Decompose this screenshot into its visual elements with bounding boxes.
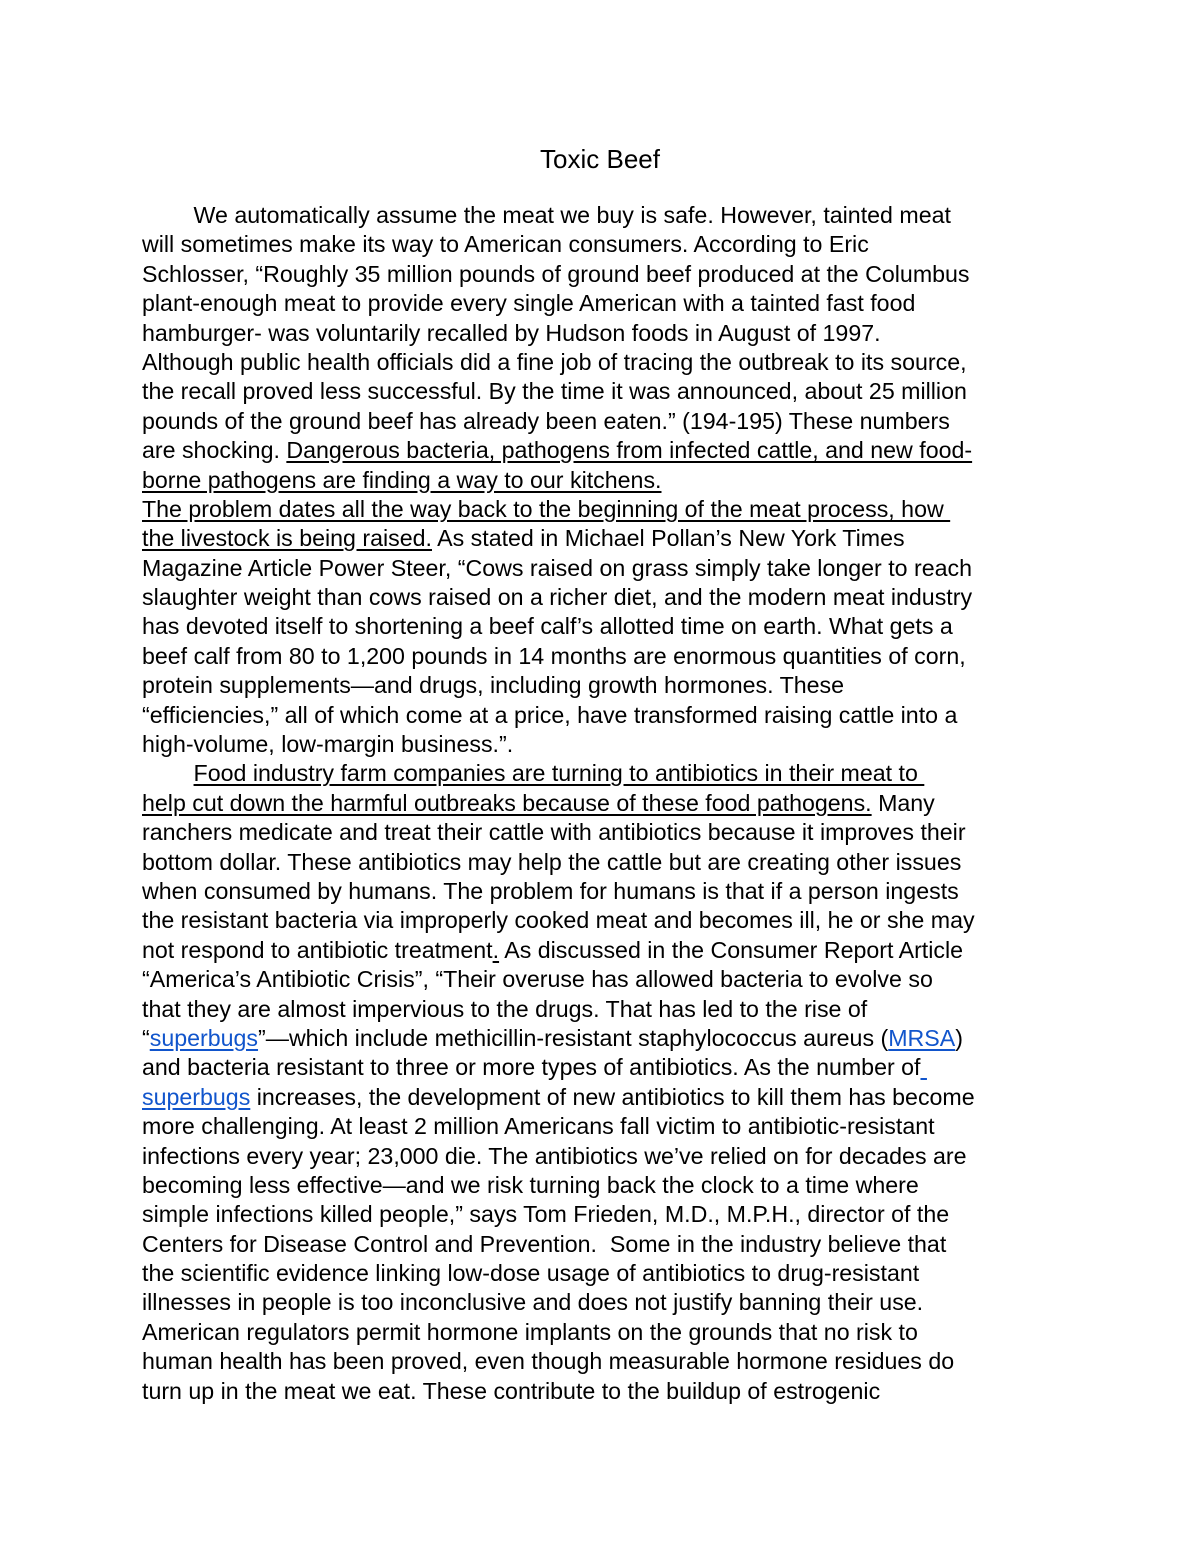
text-segment: Magazine Article Power Steer, “Cows raised on grass simply take longer to reach — [142, 554, 972, 581]
text-segment: turn up in the meat we eat. These contribute to the buildup of estrogenic — [142, 1377, 881, 1404]
text-line — [142, 730, 1062, 759]
text-line — [142, 1200, 1062, 1229]
hyperlink[interactable]: superbugs — [149, 1024, 259, 1051]
text-line — [142, 230, 1062, 259]
hyperlink[interactable]: superbugs — [142, 1083, 251, 1110]
text-segment: are shocking. — [142, 437, 287, 464]
text-line — [142, 1318, 1062, 1347]
text-line — [142, 848, 1062, 877]
text-segment: more challenging. At least 2 million Americans fall victim to antibiotic-resistant — [142, 1113, 935, 1140]
text-segment: protein supplements—and drugs, including growth hormones. These — [142, 672, 845, 699]
underlined-text: borne pathogens are finding a way to our kitchens. — [142, 466, 662, 493]
text-line — [142, 1083, 1062, 1112]
essay-body — [142, 201, 1062, 1406]
text-segment: “ — [142, 1024, 150, 1051]
underlined-text: Dangerous bacteria, pathogens from infected cattle, and new food- — [286, 437, 973, 464]
text-line — [142, 965, 1062, 994]
text-segment: has devoted itself to shortening a beef calf’s allotted time on earth. What gets a — [142, 613, 953, 640]
text-segment: plant-enough meat to provide every single American with a tainted fast food — [142, 290, 916, 317]
text-segment: hamburger- was voluntarily recalled by Hudson foods in August of 1997. — [142, 319, 881, 346]
text-segment: high-volume, low-margin business.”. — [142, 731, 514, 758]
text-segment: “America’s Antibiotic Crisis”, “Their overuse has allowed bacteria to evolve so — [142, 966, 933, 993]
text-line — [142, 319, 1062, 348]
text-line — [142, 1230, 1062, 1259]
underlined-text: the livestock is being raised. — [142, 525, 432, 552]
text-line — [142, 260, 1062, 289]
text-line — [142, 201, 1062, 230]
text-segment: slaughter weight than cows raised on a richer diet, and the modern meat industry — [142, 584, 973, 611]
text-line — [142, 554, 1062, 583]
text-line — [142, 1377, 1062, 1406]
text-line — [142, 1259, 1062, 1288]
text-segment: As stated in Michael Pollan’s New York Times — [432, 525, 905, 552]
text-segment: American regulators permit hormone implants on the grounds that no risk to — [142, 1318, 918, 1345]
text-line — [142, 818, 1062, 847]
text-line — [142, 1347, 1062, 1376]
text-segment: Centers for Disease Control and Prevention. Some in the industry believe that — [142, 1230, 947, 1257]
text-segment: As discussed in the Consumer Report Article — [499, 936, 964, 963]
text-segment: Schlosser, “Roughly 35 million pounds of ground beef produced at the Columbus — [142, 260, 970, 287]
text-segment — [142, 760, 194, 786]
text-segment: that they are almost impervious to the drugs. That has led to the rise of — [142, 995, 868, 1022]
text-segment: beef calf from 80 to 1,200 pounds in 14 months are enormous quantities of corn, — [142, 642, 966, 669]
text-segment: pounds of the ground beef has already been eaten.” (194-195) These numbers — [142, 407, 950, 434]
text-line — [142, 877, 1062, 906]
text-segment: ranchers medicate and treat their cattle with antibiotics because it improves their — [142, 819, 966, 846]
text-segment: “efficiencies,” all of which come at a price, have transformed raising cattle into a — [142, 701, 958, 728]
text-line — [142, 1112, 1062, 1141]
text-line — [142, 642, 1062, 671]
text-line — [142, 289, 1062, 318]
text-line — [142, 436, 1062, 465]
underlined-text: The problem dates all the way back to the beginning of the meat process, how — [142, 495, 951, 522]
hyperlink[interactable]: MRSA — [888, 1024, 956, 1051]
text-segment: simple infections killed people,” says Tom Frieden, M.D., M.P.H., director of the — [142, 1201, 950, 1228]
text-line — [142, 759, 1062, 788]
text-segment: Many — [871, 789, 935, 816]
text-line — [142, 1142, 1062, 1171]
text-line — [142, 1171, 1062, 1200]
text-line — [142, 995, 1062, 1024]
text-line — [142, 407, 1062, 436]
text-segment: ”—which include methicillin-resistant staphylococcus aureus ( — [258, 1024, 889, 1051]
text-line — [142, 377, 1062, 406]
text-line — [142, 701, 1062, 730]
text-segment: We automatically assume the meat we buy is safe. However, tainted meat — [142, 202, 951, 228]
text-segment: will sometimes make its way to American consumers. According to Eric — [142, 231, 869, 258]
text-segment: increases, the development of new antibiotics to kill them has become — [250, 1083, 975, 1110]
text-line — [142, 495, 1062, 524]
text-line — [142, 936, 1062, 965]
text-line — [142, 348, 1062, 377]
text-line — [142, 1288, 1062, 1317]
hyperlink[interactable] — [920, 1054, 926, 1080]
text-line — [142, 1053, 1062, 1082]
text-line — [142, 671, 1062, 700]
text-segment: bottom dollar. These antibiotics may help the cattle but are creating other issues — [142, 848, 962, 875]
text-segment: the recall proved less successful. By the time it was announced, about 25 million — [142, 378, 967, 405]
text-segment: the scientific evidence linking low-dose usage of antibiotics to drug-resistant — [142, 1260, 920, 1287]
text-segment: not respond to antibiotic treatment — [142, 936, 493, 963]
text-line — [142, 583, 1062, 612]
text-segment: human health has been proved, even though measurable hormone residues do — [142, 1348, 955, 1375]
text-segment: ) — [955, 1024, 963, 1051]
text-segment: illnesses in people is too inconclusive and does not justify banning their use. — [142, 1289, 924, 1316]
text-segment: becoming less effective—and we risk turning back the clock to a time where — [142, 1171, 919, 1198]
underlined-text: help cut down the harmful outbreaks because of these food pathogens. — [142, 789, 872, 816]
text-segment: and bacteria resistant to three or more types of antibiotics. As the number of — [142, 1054, 921, 1081]
underlined-text: . — [492, 936, 500, 963]
text-segment: infections every year; 23,000 die. The antibiotics we’ve relied on for decades are — [142, 1142, 967, 1169]
text-line — [142, 524, 1062, 553]
text-line — [142, 906, 1062, 935]
text-line — [142, 1024, 1062, 1053]
underlined-text: Food industry farm companies are turning to antibiotics in their meat to — [193, 760, 925, 787]
text-segment: when consumed by humans. The problem for humans is that if a person ingests — [142, 877, 959, 904]
text-line — [142, 789, 1062, 818]
text-segment: Although public health officials did a fine job of tracing the outbreak to its source, — [142, 348, 967, 375]
text-segment: the resistant bacteria via improperly cooked meat and becomes ill, he or she may — [142, 907, 975, 934]
document-title: Toxic Beef — [540, 144, 660, 174]
text-line — [142, 466, 1062, 495]
text-line — [142, 612, 1062, 641]
